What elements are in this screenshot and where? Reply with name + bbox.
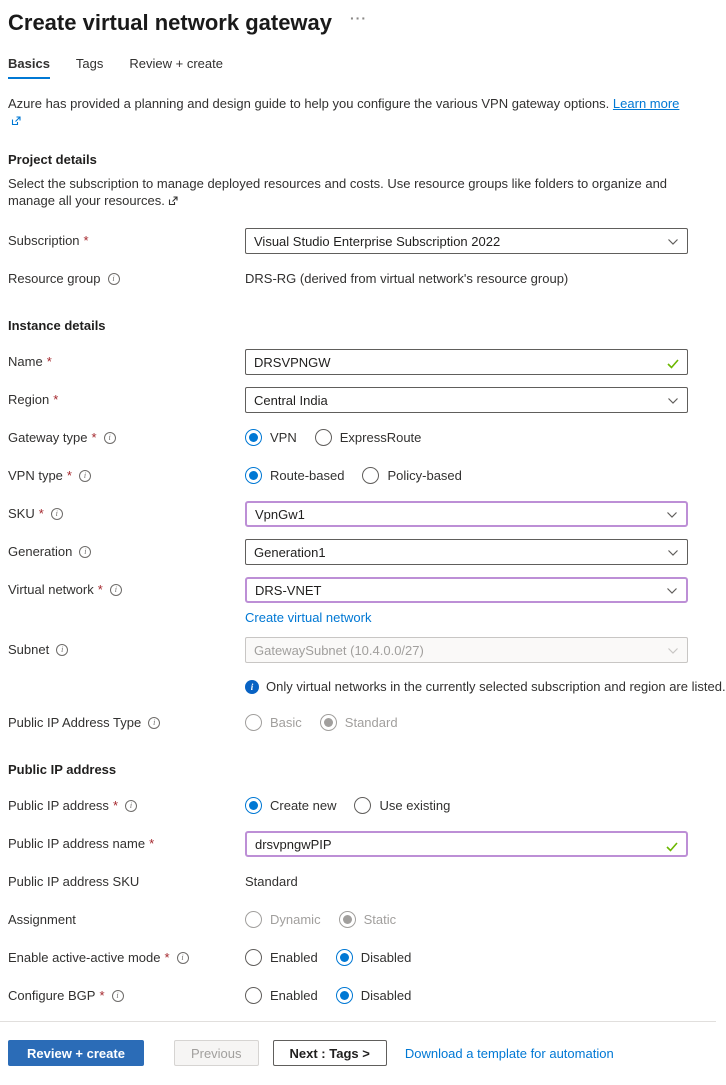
radio-option-create-new[interactable]: Create new [245,797,336,814]
radio-disabled-icon [245,714,262,731]
radio-option-enabled[interactable]: Enabled [245,987,318,1004]
public-ip-type-label: Public IP Address Type i [8,710,245,730]
radio-selected-icon [336,987,353,1004]
virtual-network-dropdown[interactable] [245,577,688,603]
radio-option-policy-based[interactable]: Policy-based [362,467,461,484]
radio-selected-icon [336,949,353,966]
chevron-down-icon [666,583,678,598]
assignment-label: Assignment [8,912,76,927]
project-details-heading: Project details [8,152,97,167]
region-label: Region * [8,392,59,407]
info-icon[interactable]: i [56,644,68,656]
info-icon[interactable]: i [112,990,124,1002]
name-input-wrap [245,349,688,375]
public-ip-label: Public IP address * i [8,793,245,813]
generation-value: Generation1 [254,544,326,560]
name-label: Name * [8,354,52,369]
radio-selected-icon [245,797,262,814]
review-create-button[interactable]: Review + create [8,1040,144,1066]
sku-value: VpnGw1 [255,506,305,522]
info-icon[interactable]: i [104,432,116,444]
generation-dropdown[interactable] [245,539,688,565]
subnet-dropdown [245,637,688,663]
gateway-type-label: Gateway type * i [8,425,245,445]
radio-selected-icon [245,467,262,484]
radio-option-expressroute[interactable]: ExpressRoute [315,429,422,446]
public-ip-row [8,793,688,819]
subscription-value: Visual Studio Enterprise Subscription 2022 [254,233,501,249]
assignment-row [8,907,688,933]
required-marker: * [38,506,44,521]
radio-option-standard: Standard [320,714,398,731]
required-marker: * [164,950,170,965]
required-marker: * [91,430,97,445]
wizard-footer [0,1021,716,1085]
resource-group-label: Resource group i [8,266,245,286]
radio-option-route-based[interactable]: Route-based [245,467,344,484]
radio-option-disabled[interactable]: Disabled [336,949,412,966]
resource-group-row [8,266,688,292]
info-icon[interactable]: i [79,546,91,558]
active-active-row [8,945,688,971]
project-details-description [8,175,688,210]
titlebar [8,8,688,38]
info-icon[interactable]: i [108,273,120,285]
public-ip-type-radiogroup [245,710,688,731]
radio-icon [245,949,262,966]
name-input[interactable] [254,355,645,370]
radio-selected-icon [245,429,262,446]
virtual-network-value: DRS-VNET [255,582,322,598]
create-virtual-network-link[interactable]: Create virtual network [245,610,372,625]
required-marker: * [46,354,52,369]
radio-option-enabled[interactable]: Enabled [245,949,318,966]
vpn-type-radiogroup [245,463,688,484]
radio-option-disabled[interactable]: Disabled [336,987,412,1004]
required-marker: * [66,468,72,483]
chevron-down-icon [667,545,679,560]
basics-form [8,228,726,1009]
public-ip-sku-label: Public IP address SKU [8,874,140,889]
more-options-button[interactable]: ··· [350,10,368,26]
tab-review-create[interactable]: Review + create [129,56,223,71]
wizard-tabs [8,56,688,79]
instance-details-heading: Instance details [8,318,106,333]
previous-button[interactable]: Previous [174,1040,259,1066]
subnet-row [8,637,688,663]
radio-icon [354,797,371,814]
public-ip-name-input-wrap [245,831,688,857]
tab-tags[interactable]: Tags [75,56,104,71]
active-active-label: Enable active-active mode * i [8,945,245,965]
gateway-type-radiogroup [245,425,688,446]
radio-icon [245,987,262,1004]
public-ip-name-label: Public IP address name * [8,836,155,851]
bgp-label: Configure BGP * i [8,983,245,1003]
info-icon[interactable]: i [125,800,137,812]
page-title: Create virtual network gateway [8,10,333,35]
public-ip-radiogroup [245,793,688,814]
generation-label: Generation i [8,539,245,559]
subnet-note [245,679,726,694]
radio-option-use-existing[interactable]: Use existing [354,797,450,814]
gateway-type-row [8,425,688,451]
valid-check-icon [667,357,679,372]
assignment-radiogroup [245,907,688,928]
radio-icon [362,467,379,484]
vpn-type-label: VPN type * i [8,463,245,483]
active-active-radiogroup [245,945,688,966]
virtual-network-label: Virtual network * i [8,577,245,597]
chevron-down-icon [667,393,679,408]
public-ip-type-row [8,710,688,736]
chevron-down-icon [667,234,679,249]
region-row [8,387,688,413]
public-ip-address-heading: Public IP address [8,762,117,777]
sku-row [8,501,688,527]
required-marker: * [149,836,155,851]
subnet-note-text: Only virtual networks in the currently selected subscription and region are listed. [266,679,726,694]
download-template-link[interactable]: Download a template for automation [404,1046,614,1061]
learn-more-link[interactable]: Learn more [612,96,680,111]
public-ip-sku-value: Standard [245,874,298,889]
region-value: Central India [254,392,328,408]
resource-group-value: DRS-RG (derived from virtual network's resource group) [245,271,569,286]
info-icon[interactable]: i [110,584,122,596]
info-icon[interactable]: i [177,952,189,964]
public-ip-sku-row [8,869,688,895]
radio-icon [315,429,332,446]
info-filled-icon: i [245,680,259,694]
sku-dropdown[interactable] [245,501,688,527]
bgp-row [8,983,688,1009]
info-icon[interactable]: i [148,717,160,729]
public-ip-name-input[interactable] [255,837,644,852]
next-tags-button[interactable]: Next : Tags > [273,1040,387,1066]
bgp-radiogroup [245,983,688,1004]
subscription-dropdown[interactable] [245,228,688,254]
radio-option-vpn[interactable]: VPN [245,429,297,446]
chevron-down-icon [667,643,679,658]
radio-disabled-selected-icon [320,714,337,731]
required-marker: * [83,233,89,248]
intro-text [8,95,688,130]
public-ip-name-row [8,831,688,857]
subnet-value: GatewaySubnet (10.4.0.0/27) [254,642,424,658]
intro-sentence: Azure has provided a planning and design guide to help you configure the various VPN gateway options. [8,96,610,111]
required-marker: * [97,582,103,597]
external-link-icon [11,113,21,130]
subscription-label: Subscription * [8,233,89,248]
subscription-row [8,228,688,254]
subnet-label: Subnet i [8,637,245,657]
valid-check-icon [666,840,678,855]
required-marker: * [99,988,105,1003]
info-icon[interactable]: i [51,508,63,520]
radio-option-basic: Basic [245,714,302,731]
radio-disabled-icon [245,911,262,928]
project-details-sentence: Select the subscription to manage deployed resources and costs. Use resource groups like folders to organize and manage all your resources. [8,176,668,208]
required-marker: * [112,798,118,813]
tab-basics[interactable]: Basics [8,56,50,79]
chevron-down-icon [666,507,678,522]
radio-option-dynamic: Dynamic [245,911,321,928]
required-marker: * [53,392,59,407]
name-row [8,349,688,375]
virtual-network-row [8,577,688,625]
generation-row [8,539,688,565]
region-dropdown[interactable] [245,387,688,413]
radio-option-static: Static [339,911,397,928]
radio-disabled-selected-icon [339,911,356,928]
info-icon[interactable]: i [79,470,91,482]
sku-label: SKU * i [8,501,245,521]
external-link-icon [168,193,178,210]
vpn-type-row [8,463,688,489]
